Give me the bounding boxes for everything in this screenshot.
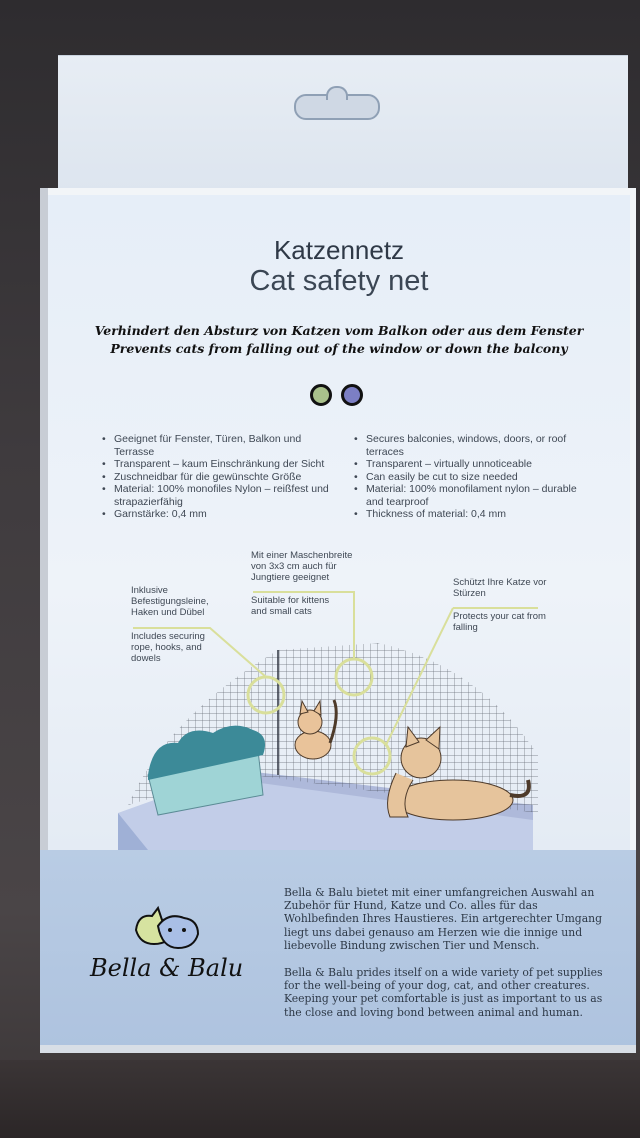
tagline-de: Verhindert den Absturz von Katzen vom Balkon oder aus dem Fenster (94, 323, 584, 338)
feature-item: • Material: 100% monofilament nylon – durable and tearproof (354, 483, 579, 508)
box-front-panel (48, 195, 630, 850)
brand-logo-icon (128, 904, 204, 956)
callout-fixing-de: Inklusive Befestigungsleine, Haken und Dübel (131, 585, 209, 618)
balcony-illustration (48, 195, 630, 850)
feature-item: • Material: 100% monofiles Nylon – reißfest und strapazierfähig (102, 483, 332, 508)
feature-item: • Geeignet für Fenster, Türen, Balkon und Terrasse (102, 433, 332, 458)
hang-notch (326, 86, 348, 100)
box-bottom-edge (40, 1045, 636, 1053)
brand-logo-text: Bella & Balu (90, 954, 244, 982)
callout-protect-en: Protects your cat from falling (453, 611, 546, 633)
feature-item: • Thickness of material: 0,4 mm (354, 508, 579, 521)
feature-item: • Secures balconies, windows, doors, or roof terraces (354, 433, 579, 458)
brand-text-de: Bella & Balu bietet mit einer umfangreichen Auswahl an Zubehör für Hund, Katze und Co. alles für das Wohlbefinden Ihres Haustieres. Ein artgerechter Umgang liegt uns dabei genauso am Herzen wie die innige und liebevolle Bindung zwischen Tier und Mensch. (284, 886, 603, 952)
callout-protect-de: Schützt Ihre Katze vor Stürzen (453, 577, 547, 599)
title-en: Cat safety net (249, 265, 429, 297)
callout-mesh-en: Suitable for kittens and small cats (251, 595, 330, 617)
tagline-en: Prevents cats from falling out of the window or down the balcony (110, 341, 568, 356)
table-surface (0, 1060, 640, 1138)
feature-item: • Can easily be cut to size needed (354, 471, 579, 484)
hanger-flap (58, 55, 628, 191)
callout-mesh-de: Mit einer Maschenbreite von 3x3 cm auch für Jungtiere geeignet (251, 550, 353, 583)
brand-text-en: Bella & Balu prides itself on a wide variety of pet supplies for the well-being of your dog, cat, and other creatures. Keeping your pet comfortable is just as important to us as the close and loving bond between animal and human. (284, 966, 603, 1019)
feature-item: • Garnstärke: 0,4 mm (102, 508, 332, 521)
brand-panel (40, 850, 636, 1050)
callout-fixing-en: Includes securing rope, hooks, and dowels (131, 631, 205, 664)
feature-item: • Zuschneidbar für die gewünschte Größe (102, 471, 332, 484)
feature-item: • Transparent – virtually unnoticeable (354, 458, 579, 471)
feature-item: • Transparent – kaum Einschränkung der Sicht (102, 458, 332, 471)
title-de: Katzennetz (273, 235, 405, 265)
